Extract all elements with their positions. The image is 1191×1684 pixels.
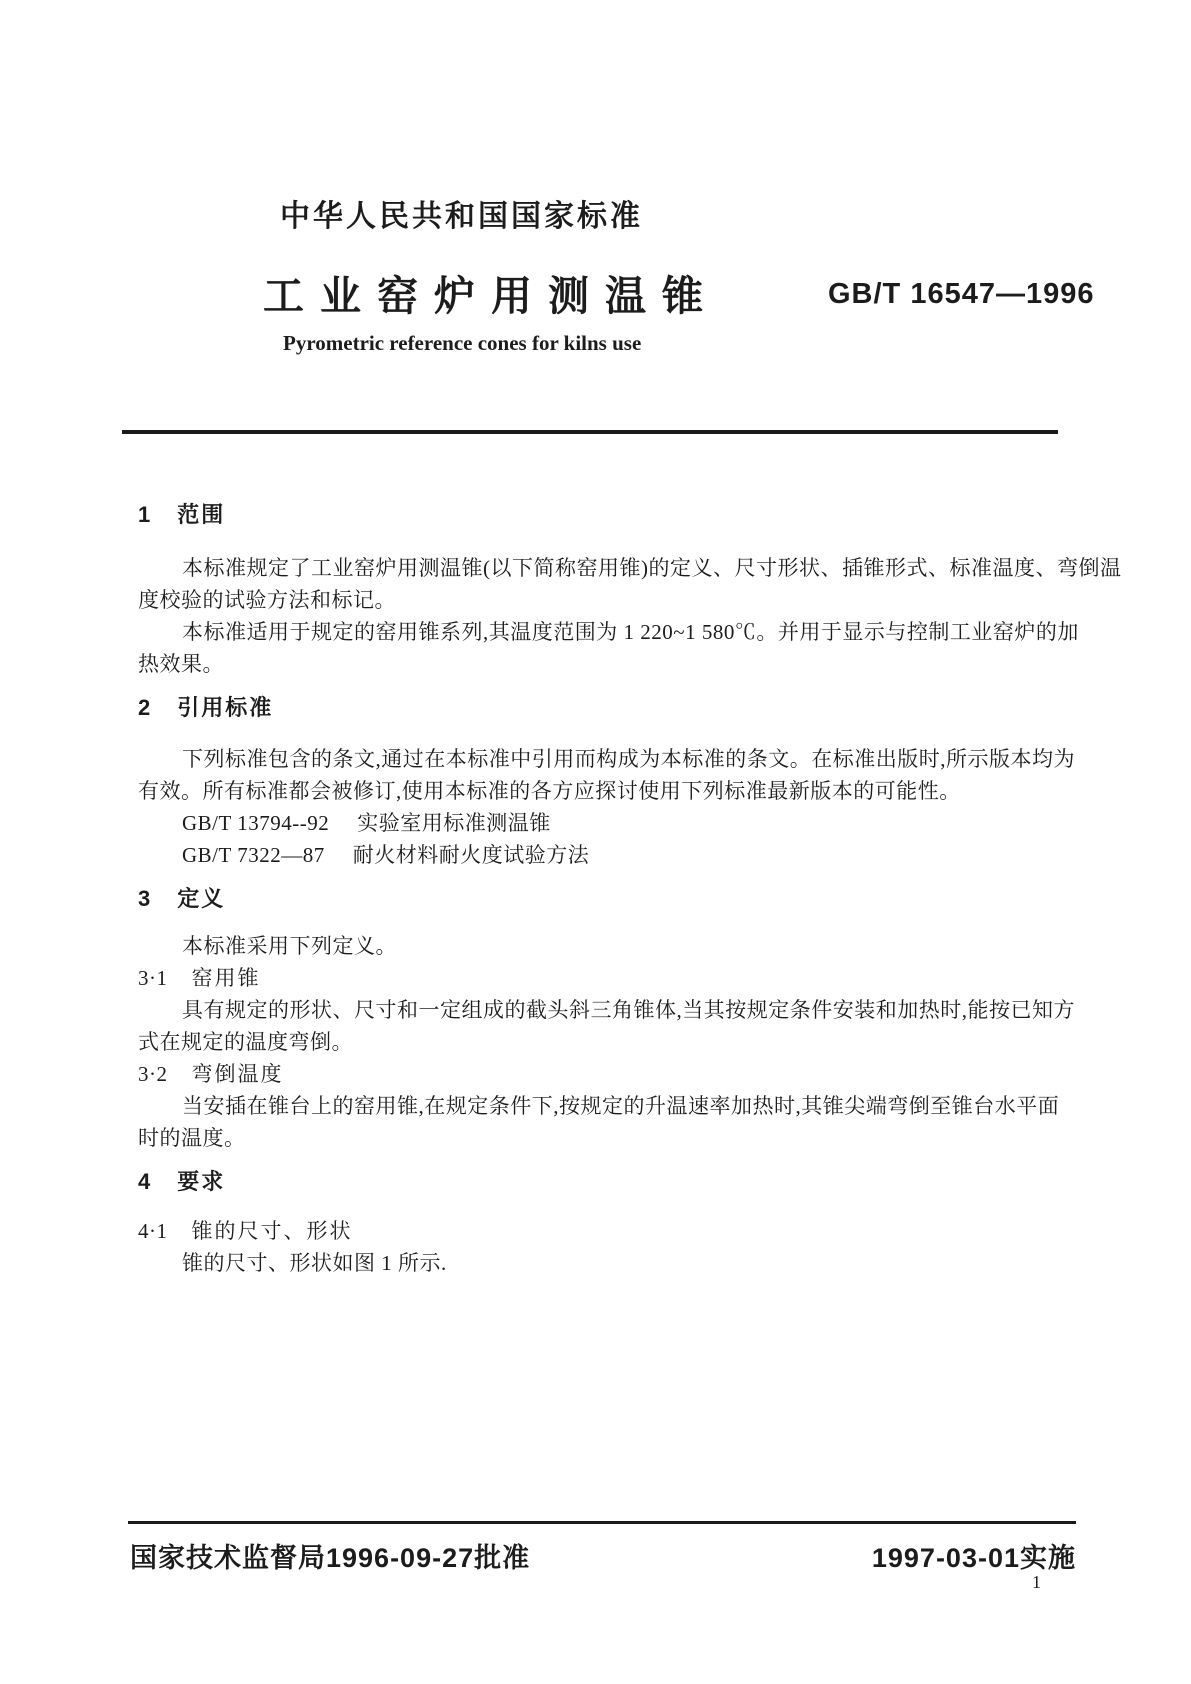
paragraph-line: 本标准规定了工业窑炉用测温锥(以下简称窑用锥)的定义、尺寸形状、插锥形式、标准温度、弯倒温 — [182, 556, 1122, 580]
section-4-number: 4 — [138, 1169, 151, 1194]
paragraph-line: 本标准采用下列定义。 — [182, 934, 397, 958]
document-body — [138, 497, 1122, 1279]
subsection-4-1-heading — [138, 1215, 1060, 1247]
implementation-note: 1997-03-01实施 — [871, 1543, 1076, 1573]
header-divider — [122, 430, 1058, 434]
page-number: 1 — [1032, 1572, 1041, 1592]
subsection-3-1-heading — [138, 962, 1060, 994]
reference-code: GB/T 7322—87 — [182, 843, 325, 867]
section-2-number: 2 — [138, 695, 151, 720]
subsection-4-1-number: 4·1 — [138, 1219, 168, 1243]
reference-name: 实验室用标准测温锥 — [357, 811, 551, 835]
section-4-heading — [138, 1167, 1060, 1197]
paragraph-line: 下列标准包含的条文,通过在本标准中引用而构成为本标准的条文。在标准出版时,所示版本均为 — [182, 747, 1075, 771]
section-1-title: 范围 — [177, 502, 226, 527]
approval-note: 国家技术监督局1996-09-27批准 — [130, 1543, 531, 1573]
section-3-title: 定义 — [177, 886, 226, 911]
reference-item — [138, 807, 1060, 839]
subsection-3-2-heading — [138, 1058, 1060, 1090]
paragraph-line: 具有规定的形状、尺寸和一定组成的截头斜三角锥体,当其按规定条件安装和加热时,能按已知方 — [182, 998, 1075, 1022]
section-3-heading — [138, 884, 1060, 914]
subsection-3-1-number: 3·1 — [138, 966, 168, 990]
document-title-en: Pyrometric reference cones for kilns use — [283, 331, 642, 355]
subsection-3-1-title: 窑用锥 — [191, 966, 261, 990]
section-1-number: 1 — [138, 502, 151, 527]
section-4-title: 要求 — [177, 1169, 226, 1194]
reference-code: GB/T 13794--92 — [182, 811, 330, 835]
reference-name: 耐火材料耐火度试验方法 — [352, 843, 590, 867]
section-2-title: 引用标准 — [177, 695, 274, 720]
footer-divider — [128, 1521, 1076, 1524]
paragraph-line: 当安插在锥台上的窑用锥,在规定条件下,按规定的升温速率加热时,其锥尖端弯倒至锥台水平面 — [182, 1094, 1060, 1118]
paragraph-line: 热效果。 — [138, 652, 224, 676]
paragraph-line: 锥的尺寸、形状如图 1 所示. — [182, 1251, 447, 1275]
paragraph-line: 有效。所有标准都会被修订,使用本标准的各方应探讨使用下列标准最新版本的可能性。 — [138, 779, 961, 803]
standard-code: GB/T 16547—1996 — [828, 278, 1095, 310]
paragraph-line: 度校验的试验方法和标记。 — [138, 588, 396, 612]
standard-type-label: 中华人民共和国国家标准 — [280, 200, 643, 233]
document-title-cn: 工业窑炉用测温锥 — [263, 273, 719, 319]
subsection-3-2-number: 3·2 — [138, 1062, 168, 1086]
subsection-3-2-title: 弯倒温度 — [191, 1062, 284, 1086]
subsection-4-1-title: 锥的尺寸、形状 — [191, 1219, 353, 1243]
paragraph-line: 本标准适用于规定的窑用锥系列,其温度范围为 1 220~1 580℃。并用于显示与控制工业窑炉的加 — [182, 620, 1079, 644]
section-2-heading — [138, 693, 1060, 723]
paragraph-line: 式在规定的温度弯倒。 — [138, 1030, 353, 1054]
section-3-number: 3 — [138, 886, 151, 911]
paragraph-line: 时的温度。 — [138, 1126, 246, 1150]
reference-item — [138, 839, 1060, 871]
section-1-heading — [138, 500, 1060, 530]
